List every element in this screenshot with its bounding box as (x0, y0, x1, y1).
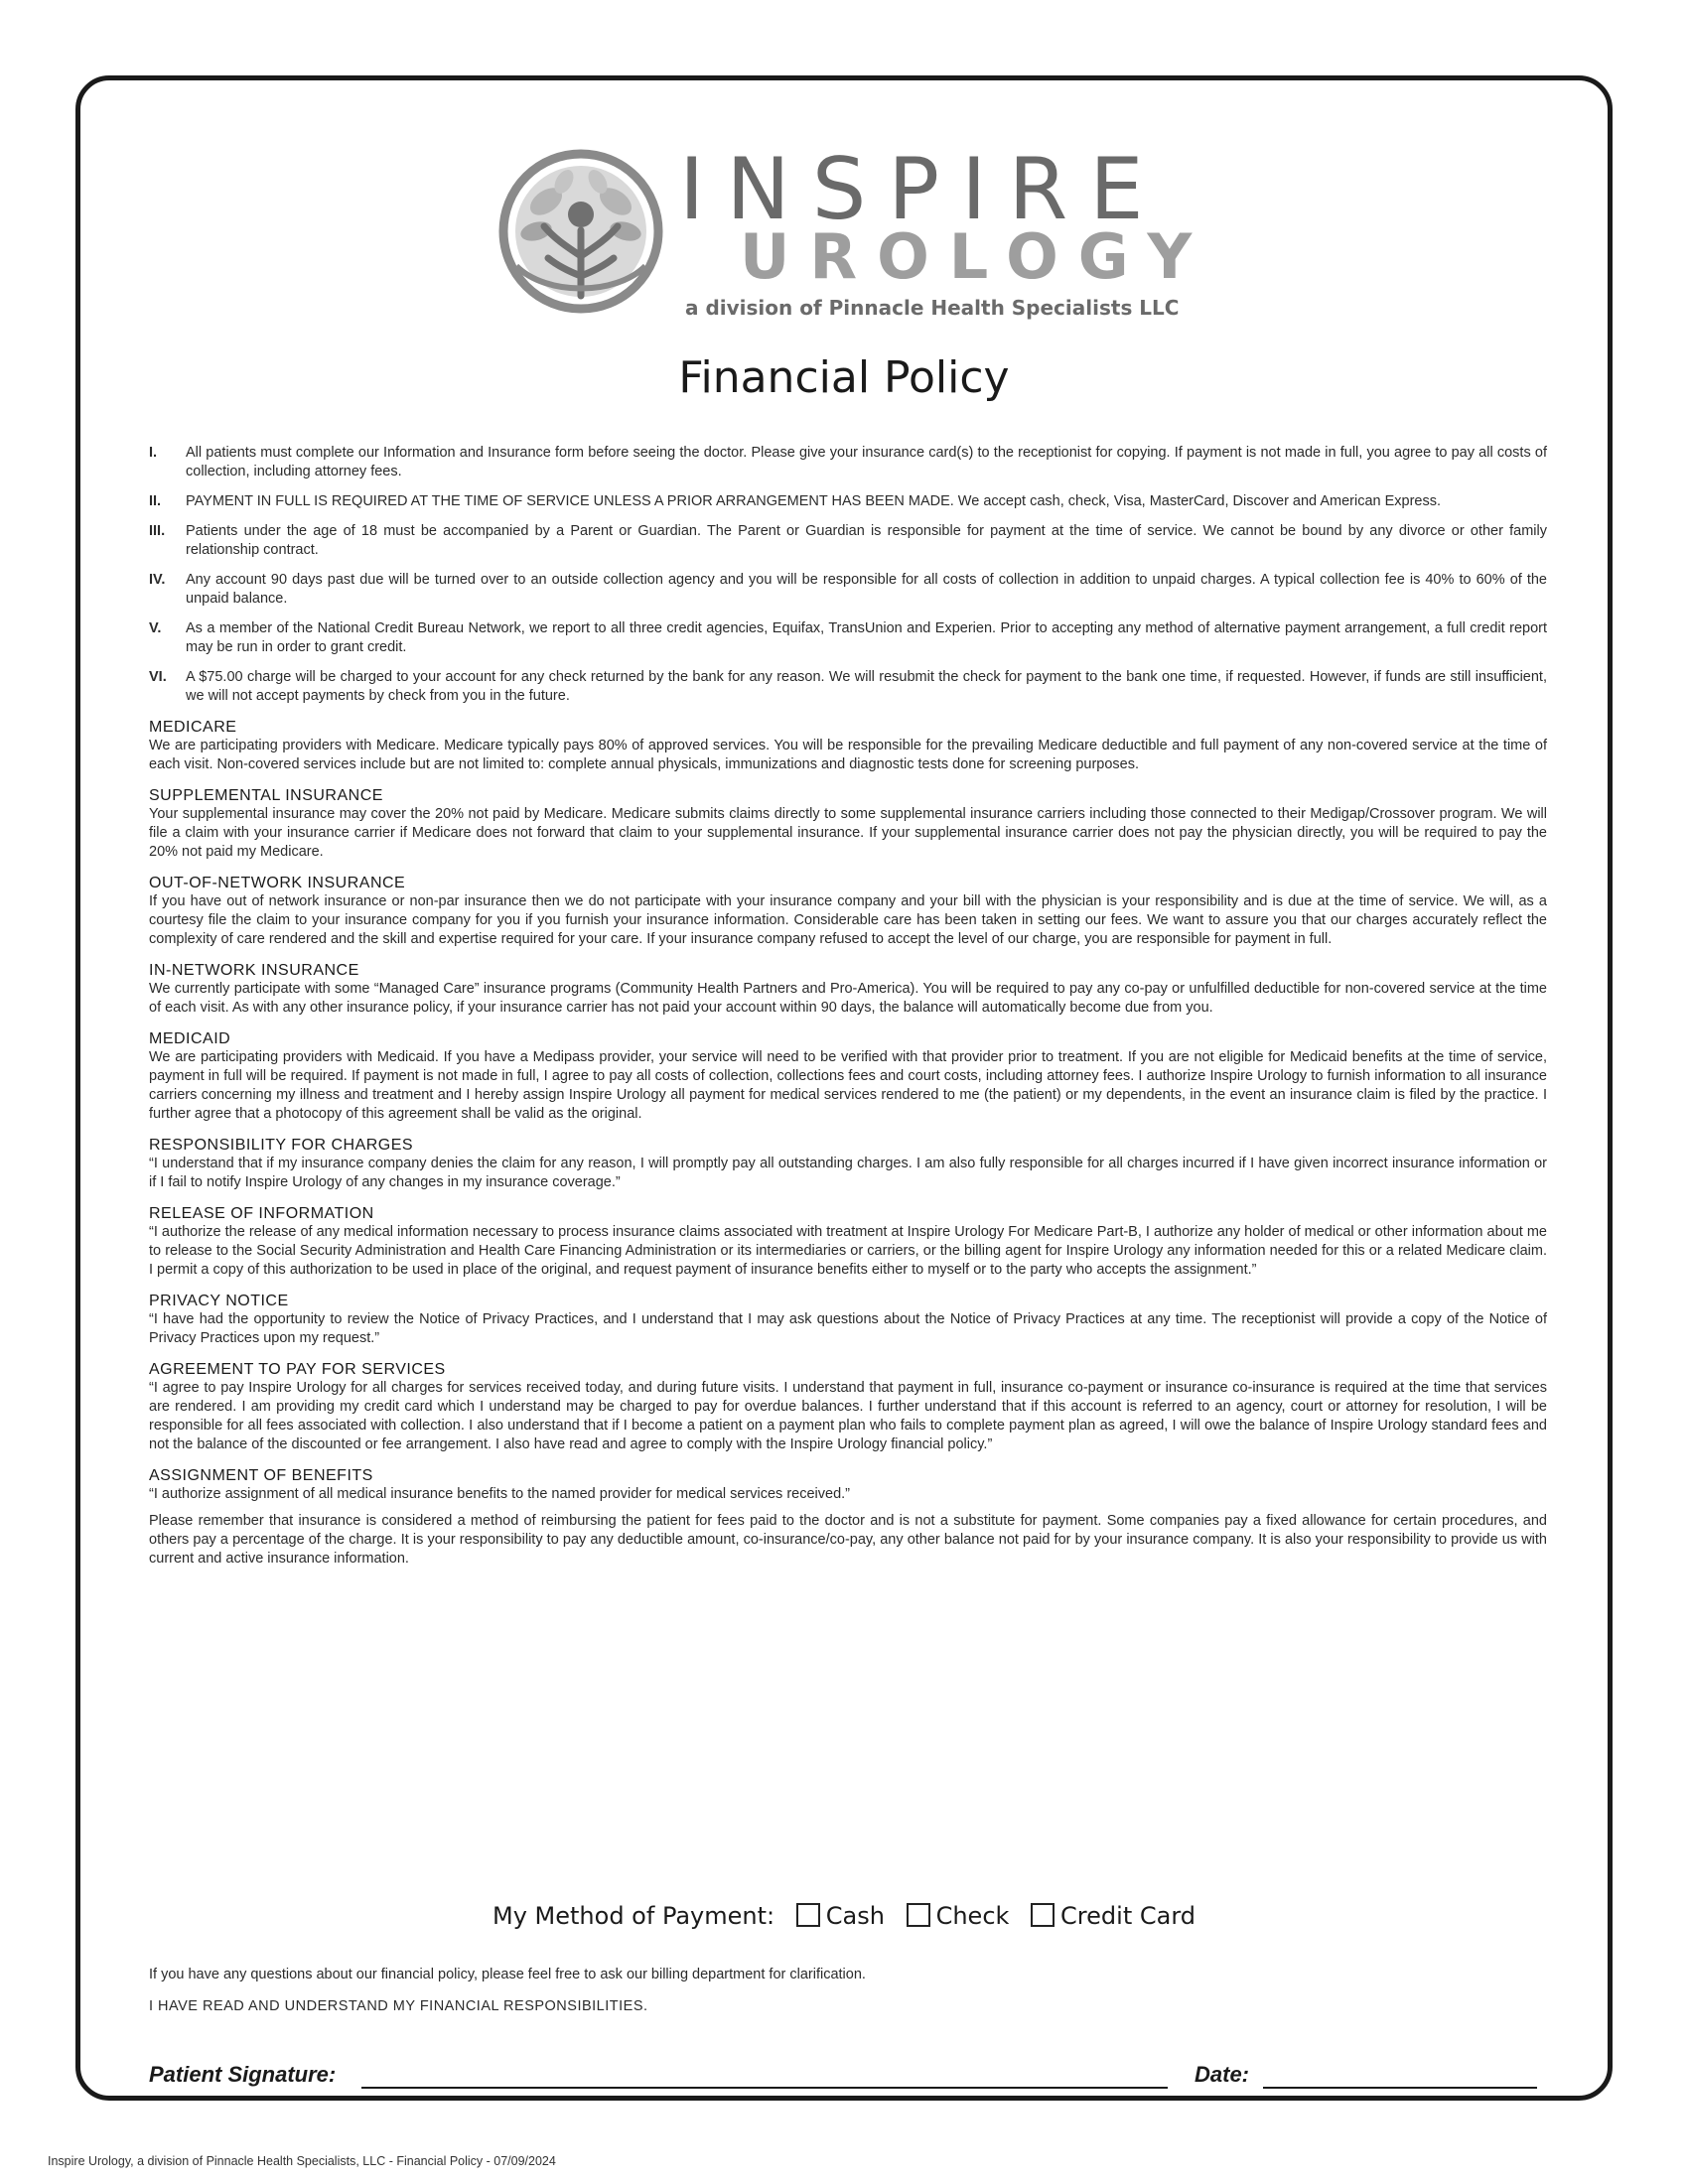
section-heading: PRIVACY NOTICE (149, 1293, 289, 1309)
item-number: VI. (149, 669, 167, 685)
policy-section (149, 1029, 1547, 1124)
policy-section (149, 718, 1547, 774)
item-text: A $75.00 charge will be charged to your account for any check returned by the bank for any reason. We will resubmit the check for payment to the bank one time, if requested. However, if funds are still insufficient, we will not accept payments by check from you in the future. (186, 669, 1547, 704)
policy-section (149, 1360, 1547, 1454)
section-body: We are participating providers with Medicaid. If you have a Medipass provider, your service will need to be verified with that provider prior to treatment. If you are not eligible for Medicaid benefits at the time of service, payment in full will be required. If payment is not made in full, I agree to pay all costs of collection, collections fees and court costs, including attorney fees. I authorize Inspire Urology to furnish information to all insurance carriers concerning my illness and treatment and I hereby assign Inspire Urology all payment for medical services rendered to me (the patient) or my dependents, in the event an insurance claim is filed by the practice. I further agree that a photocopy of this agreement shall be valid as the original. (149, 1049, 1547, 1122)
section-body: “I agree to pay Inspire Urology for all charges for services received today, and during future visits. I understand that payment in full, insurance co-payment or insurance co-insurance is required at the time that services are rendered. I am providing my credit card which I understand may be charged to pay for overdue balances. I further understand that if this account is referred to an agency, court or attorney for resolution, I will be responsible for all fees associated with collection. I also understand that if I become a patient on a payment plan who fails to complete payment plan as agreed, I will owe the balance of Inspire Urology standard fees and not the balance of the discounted or fee arrangement. I also have read and agree to comply with the Inspire Urology financial policy.” (149, 1380, 1547, 1452)
questions-note: If you have any questions about our financial policy, please feel free to ask our billing department for clarification. (149, 1967, 866, 1982)
payment-option-credit-card[interactable] (1031, 1902, 1196, 1930)
brand-name-urology: UROLOGY (740, 220, 1212, 293)
signature-field[interactable] (361, 2087, 1168, 2089)
payment-option-label: Credit Card (1060, 1902, 1196, 1930)
policy-section (149, 1466, 1547, 1504)
page-footer: Inspire Urology, a division of Pinnacle Health Specialists, LLC - Financial Policy - 07/09/2024 (48, 2154, 556, 2168)
policy-sections (149, 718, 1547, 1504)
closing-paragraph: Please remember that insurance is considered a method of reimbursing the patient for fees paid to the doctor and is not a substitute for payment. Some companies pay a fixed allowance for certain procedures, and others pay a percentage of the charge. It is your responsibility to pay any deductible amount, co-insurance/co-pay, any other balance not paid for by your insurance company. It is also your responsibility to provide us with current and active insurance information. (149, 1513, 1547, 1567)
payment-option-cash[interactable] (796, 1902, 885, 1930)
section-body: “I authorize the release of any medical information necessary to process insurance claims associated with treatment at Inspire Urology For Medicare Part-B, I authorize any holder of medical or other information about me to release to the Social Security Administration and Health Care Financing Administration or its intermediaries or carriers, or the billing agent for Inspire Urology any information needed for this or a related Medicare claim. I permit a copy of this authorization to be used in place of the original, and request payment of insurance benefits either to myself or to the party who accepts the assignment.” (149, 1224, 1547, 1278)
numbered-item (149, 571, 1547, 609)
item-number: V. (149, 620, 162, 636)
brand-name-inspire: INSPIRE (679, 140, 1166, 239)
policy-section (149, 786, 1547, 862)
payment-method-label: My Method of Payment: (492, 1902, 775, 1930)
policy-section (149, 1292, 1547, 1348)
section-body: “I authorize assignment of all medical insurance benefits to the named provider for medical services received.” (149, 1486, 851, 1502)
checkbox-check[interactable] (907, 1903, 930, 1927)
acknowledgement: I HAVE READ AND UNDERSTAND MY FINANCIAL RESPONSIBILITIES. (149, 1998, 648, 2014)
numbered-item (149, 522, 1547, 560)
section-body: “I understand that if my insurance company denies the claim for any reason, I will promptly pay all outstanding charges. I am also fully responsible for all charges incurred if I have given incorrect insurance information or if I fail to notify Inspire Urology of any changes in my insurance coverage.” (149, 1156, 1547, 1190)
brand-tagline: a division of Pinnacle Health Specialists LLC (685, 296, 1180, 320)
item-text: Any account 90 days past due will be turned over to an outside collection agency and you will be responsible for all costs of collection in addition to unpaid charges. A typical collection fee is 40% to 60% of the unpaid balance. (186, 572, 1547, 607)
section-body: If you have out of network insurance or non-par insurance then we do not participate with your insurance company and your bill with the physician is your responsibility and is due at the time of service. We will, as a courtesy file the claim to your insurance company for you if you furnish your insurance information. Considerable care has been taken in setting our fees. We want to assure you that our charges accurately reflect the complexity of care rendered and the skill and expertise required for your care. If your insurance company refused to accept the level of our charge, you are responsible for payment in full. (149, 893, 1547, 947)
tree-person-logo-icon (496, 147, 685, 316)
checkbox-credit-card[interactable] (1031, 1903, 1055, 1927)
section-heading: MEDICAID (149, 1030, 231, 1047)
numbered-item (149, 492, 1547, 511)
section-heading: RESPONSIBILITY FOR CHARGES (149, 1137, 414, 1154)
numbered-policy-list (149, 444, 1547, 706)
item-number: II. (149, 493, 162, 509)
section-heading: RELEASE OF INFORMATION (149, 1205, 374, 1222)
policy-section (149, 961, 1547, 1018)
section-body: We currently participate with some “Managed Care” insurance programs (Community Health Partners and Pro-America). You will be required to pay any co-pay or unfulfilled deductible for non-covered service at the time of each visit. As with any other insurance policy, if your insurance carrier has not paid your account within 90 days, the balance will automatically become due from you. (149, 981, 1547, 1016)
payment-option-label: Check (935, 1902, 1010, 1930)
numbered-item (149, 619, 1547, 657)
item-text: As a member of the National Credit Bureau Network, we report to all three credit agencies, Equifax, TransUnion and Experien. Prior to accepting any method of alternative payment arrangement, a full credit report may be run in order to grant credit. (186, 620, 1547, 655)
item-number: III. (149, 523, 166, 539)
date-label: Date: (1195, 2062, 1250, 2087)
item-number: I. (149, 445, 158, 461)
policy-section (149, 1136, 1547, 1192)
page-title: Financial Policy (678, 352, 1010, 403)
policy-content (149, 444, 1547, 1569)
checkbox-cash[interactable] (796, 1903, 820, 1927)
section-heading: MEDICARE (149, 719, 237, 736)
numbered-item (149, 668, 1547, 706)
numbered-item (149, 444, 1547, 481)
section-heading: ASSIGNMENT OF BENEFITS (149, 1467, 373, 1484)
section-heading: IN-NETWORK INSURANCE (149, 962, 359, 979)
item-text: All patients must complete our Information and Insurance form before seeing the doctor. Please give your insurance card(s) to the receptionist for copying. If payment is not made in full, you agree to pay all costs of collection, including attorney fees. (186, 445, 1547, 479)
policy-section (149, 874, 1547, 949)
section-body: Your supplemental insurance may cover the 20% not paid by Medicare. Medicare submits claims directly to some supplemental insurance carriers including those connected to their Medigap/Crossover program. We will file a claim with your insurance carrier if Medicare does not forward that claim to your supplemental insurance. If your supplemental insurance carrier does not pay the physician directly, you will be required to pay the 20% not paid my Medicare. (149, 806, 1547, 860)
logo (496, 140, 1212, 326)
signature-label: Patient Signature: (149, 2062, 337, 2087)
item-text: Patients under the age of 18 must be accompanied by a Parent or Guardian. The Parent or Guardian is responsible for payment at the time of service. We cannot be bound by any divorce or other family relationship contract. (186, 523, 1547, 558)
section-body: We are participating providers with Medicare. Medicare typically pays 80% of approved services. You will be responsible for the prevailing Medicare deductible and full payment of any non-covered service at the time of each visit. Non-covered services include but are not limited to: complete annual physicals, immunizations and diagnostic tests done for screening purposes. (149, 738, 1547, 772)
policy-section (149, 1204, 1547, 1280)
section-heading: AGREEMENT TO PAY FOR SERVICES (149, 1361, 446, 1378)
section-heading: OUT-OF-NETWORK INSURANCE (149, 875, 406, 891)
item-text: PAYMENT IN FULL IS REQUIRED AT THE TIME OF SERVICE UNLESS A PRIOR ARRANGEMENT HAS BEEN MADE. We accept cash, check, Visa, MasterCard, Discover and American Express. (186, 493, 1442, 509)
item-number: IV. (149, 572, 166, 588)
payment-method-row (0, 1902, 1688, 1930)
payment-option-label: Cash (825, 1902, 885, 1930)
section-body: “I have had the opportunity to review the Notice of Privacy Practices, and I understand that I may ask questions about the Notice of Privacy Practices at any time. The receptionist will provide a copy of the Notice of Privacy Practices upon my request.” (149, 1311, 1547, 1346)
section-heading: SUPPLEMENTAL INSURANCE (149, 787, 383, 804)
payment-option-check[interactable] (907, 1902, 1010, 1930)
date-field[interactable] (1263, 2087, 1537, 2089)
